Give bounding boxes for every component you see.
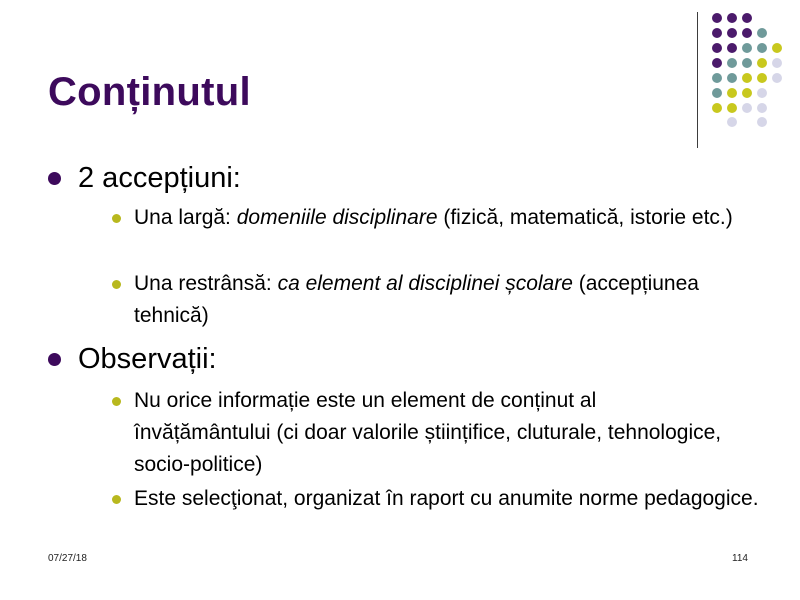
decorative-dot <box>727 58 737 68</box>
decorative-dot <box>712 73 722 83</box>
decorative-dot <box>727 117 737 127</box>
decorative-dot <box>757 73 767 83</box>
bullet-suffix: (accepțiunea tehnică) <box>134 272 699 327</box>
decorative-dot <box>757 117 767 127</box>
decorative-dot <box>772 73 782 83</box>
bullet-level2-item <box>134 202 764 234</box>
decorative-dot <box>712 58 722 68</box>
bullet-dot-icon <box>112 397 121 406</box>
decorative-dot <box>742 73 752 83</box>
decorative-dot <box>742 88 752 98</box>
decorative-dot <box>727 43 737 53</box>
decorative-dot <box>712 88 722 98</box>
decorative-dot <box>712 28 722 38</box>
decorative-dot <box>742 103 752 113</box>
decorative-dot <box>757 43 767 53</box>
decorative-dot <box>742 58 752 68</box>
decorative-dot <box>772 43 782 53</box>
bullet-dot-icon <box>112 495 121 504</box>
bullet-level2-item <box>134 385 734 481</box>
bullet-prefix: Una restrânsă: <box>134 272 278 295</box>
decorative-dot <box>727 73 737 83</box>
bullet-dot-icon <box>112 280 121 289</box>
decorative-dot <box>727 13 737 23</box>
bullet-suffix: (fizică, matematică, istorie etc.) <box>437 206 733 229</box>
slide-title: Conținutul <box>48 70 251 114</box>
footer-date: 07/27/18 <box>48 553 87 564</box>
bullet-level2-item <box>134 483 774 515</box>
decorative-dot <box>727 28 737 38</box>
decorative-dot <box>742 43 752 53</box>
decorative-dot <box>712 43 722 53</box>
decorative-dot <box>712 13 722 23</box>
decorative-dot <box>772 58 782 68</box>
bullet-prefix: Este selecţionat, organizat în raport cu anumite norme pedagogice. <box>134 487 759 510</box>
decorative-dot <box>727 88 737 98</box>
bullet-italic: domeniile disciplinare <box>236 206 438 229</box>
decorative-dot <box>742 28 752 38</box>
bullet-level2-item <box>134 268 764 332</box>
bullet-prefix: Nu orice informație este un element de conținut al învățământului (ci doar valorile științifice, cluturale, tehnologice, socio-politice) <box>134 389 722 476</box>
bullet-italic: ca element al disciplinei școlare <box>277 272 573 295</box>
bullet-level1-acceptiuni <box>78 162 241 194</box>
footer-page-number: 114 <box>732 553 748 564</box>
decorative-dot <box>727 103 737 113</box>
decorative-dot <box>757 28 767 38</box>
bullet-dot-icon <box>48 353 61 366</box>
decorative-dot <box>712 103 722 113</box>
bullet-level1-observatii <box>78 343 217 375</box>
bullet-text: 2 accepțiuni: <box>78 162 241 194</box>
decorative-vertical-line <box>697 12 698 148</box>
decorative-dot <box>757 58 767 68</box>
bullet-text: Observații: <box>78 343 217 375</box>
bullet-dot-icon <box>48 172 61 185</box>
decorative-dot <box>757 88 767 98</box>
decorative-dot <box>757 103 767 113</box>
bullet-dot-icon <box>112 214 121 223</box>
bullet-prefix: Una largă: <box>134 206 237 229</box>
decorative-dot <box>742 13 752 23</box>
